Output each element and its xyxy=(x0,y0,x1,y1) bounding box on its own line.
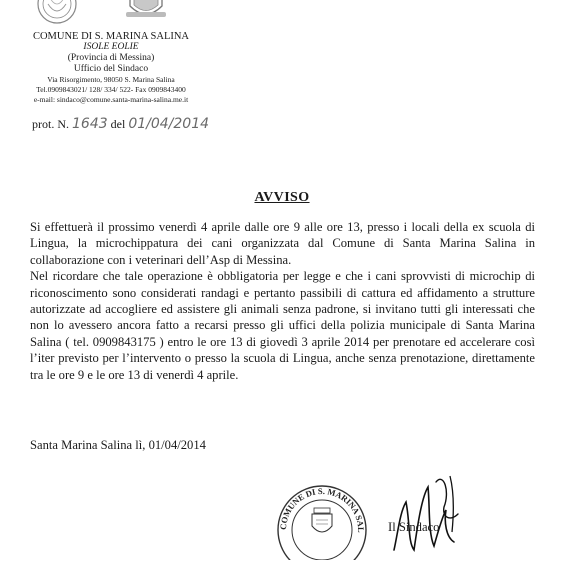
body-paragraph: Nel ricordare che tale operazione è obbligatoria per legge e che i cani sprovvisti di microchip di riconoscimento sono considerati randagi e pertanto passibili di cattura ed affidamento a strutture autorizzate ad accogliere ed assistere gli animali senza padrone, si invitano tutti gli interessati che non lo avessero ancora fatto a recarsi presso gli uffici della polizia municipale di Santa Marina Salina ( tel. 0909843175 ) entro le ore 13 di giovedì 3 aprile 2014 per prenotare ed accelerare così l’iter previsto per l’intervento o presso la scuola di Lingua, anche senza prenotazione, direttamente tra le ore 9 e le ore 13 di venerdì 4 aprile. xyxy=(30,269,535,382)
office-name: Ufficio del Sindaco xyxy=(73,64,149,74)
body-paragraph: Si effettuerà il prossimo venerdì 4 aprile dalle ore 9 alle ore 13, presso i locali della ex scuola di Lingua, la microchippatura dei cani organizzata dal Comune di Santa Marina Salina in collaborazione con i veterinari dell’Asp di Messina. xyxy=(30,220,535,267)
email-line: e-mail: sindaco@comune.santa-marina-salina.me.it xyxy=(33,95,189,104)
protocol-date-prefix: del xyxy=(110,117,126,131)
official-stamp xyxy=(272,480,372,565)
place-date: Santa Marina Salina lì, 01/04/2014 xyxy=(30,438,206,452)
protocol-date: 01/04/2014 xyxy=(128,116,210,132)
islands-name: ISOLE EOLIE xyxy=(83,42,139,52)
mayor-signature xyxy=(384,462,504,562)
left-emblem-icon xyxy=(38,0,76,23)
address-line: Via Risorgimento, 98050 S. Marina Salina xyxy=(47,75,175,84)
protocol-number: 1643 xyxy=(72,116,108,132)
municipality-name: COMUNE DI S. MARINA SALINA xyxy=(32,31,190,42)
province-name: (Provincia di Messina) xyxy=(67,53,155,63)
stamp-text: COMUNE DI S. MARINA SAL xyxy=(277,485,367,533)
phone-fax-line: Tel.0909843021/ 128/ 334/ 522- Fax 0909843400 xyxy=(36,85,186,94)
notice-title: AVVISO xyxy=(254,190,310,205)
notice-body xyxy=(30,219,535,383)
right-crest-icon xyxy=(126,0,166,17)
protocol-prefix: prot. N. xyxy=(32,117,69,131)
stamp-crest-icon xyxy=(312,508,332,532)
protocol-line xyxy=(32,116,209,132)
letterhead xyxy=(22,31,200,105)
signature-label: Il Sindaco xyxy=(388,520,440,534)
